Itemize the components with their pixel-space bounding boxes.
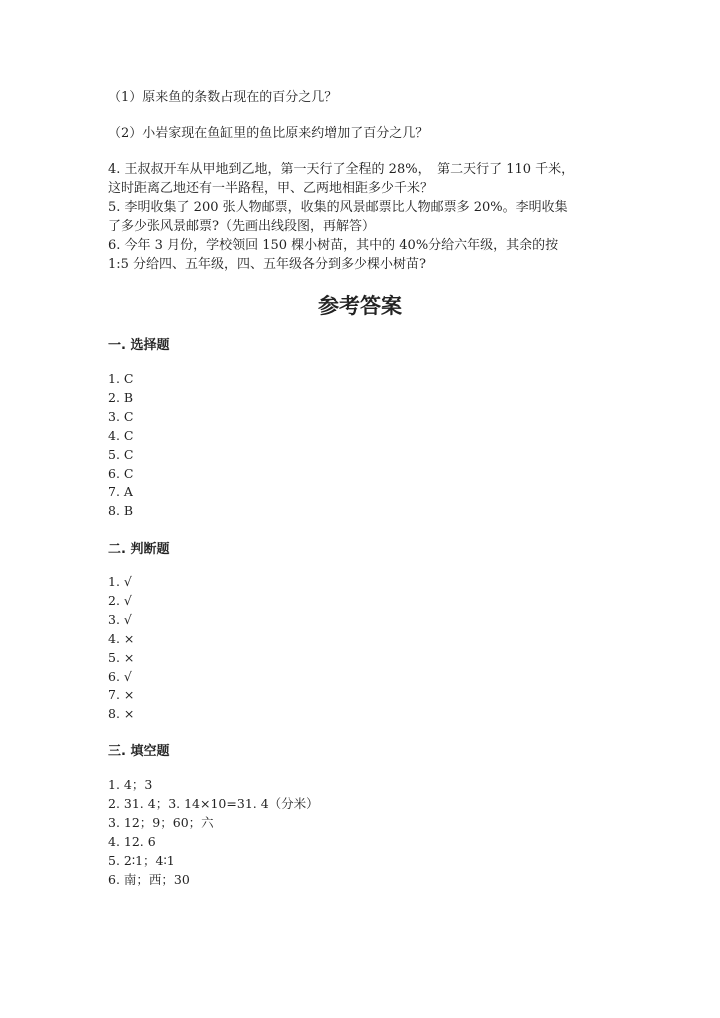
- answer-item: 5. C: [108, 446, 134, 462]
- answer-item: 5. 2∶1；4∶1: [108, 852, 175, 868]
- question-4-line-1: 4. 王叔叔开车从甲地到乙地，第一天行了全程的 28%， 第二天行了 110 千米，: [108, 162, 575, 177]
- answer-item: 1. √: [108, 574, 132, 589]
- answer-item: 2. 31. 4；3. 14×10=31. 4（分米）: [108, 795, 319, 811]
- answer-item: 8. ×: [108, 706, 135, 722]
- question-4-line-2: 这时距离乙地还有一半路程，甲、乙两地相距多少千米？: [108, 181, 434, 196]
- section-heading-fill-blank: 三. 填空题: [108, 744, 170, 759]
- answer-item: 8. B: [108, 503, 134, 519]
- answer-item: 2. √: [108, 592, 132, 608]
- answer-list-judgement: [108, 573, 134, 724]
- answer-list-choice: [108, 370, 133, 521]
- answer-item: 3. √: [108, 611, 132, 627]
- answer-item: 4. ×: [108, 630, 135, 646]
- answer-item: 1. 4；3: [108, 777, 153, 792]
- answer-item: 3. 12；9；60；六: [108, 814, 214, 830]
- answer-item: 4. 12. 6: [108, 833, 156, 849]
- answer-item: 6. 南；西；30: [108, 871, 190, 887]
- question-sub-1: （1）原来鱼的条数占现在的百分之几？: [108, 90, 338, 105]
- answer-list-fill-blank: [108, 776, 319, 889]
- answer-item: 5. ×: [108, 649, 135, 665]
- question-6-line-1: 6. 今年 3 月份，学校领回 150 棵小树苗，其中的 40%分给六年级，其余的按: [108, 238, 559, 253]
- answer-item: 2. B: [108, 389, 134, 405]
- answer-item: 7. A: [108, 484, 133, 500]
- answer-title: 参考答案: [318, 294, 402, 318]
- question-sub-2: （2）小岩家现在鱼缸里的鱼比原来约增加了百分之几？: [108, 126, 429, 141]
- answer-item: 4. C: [108, 427, 134, 443]
- answer-item: 6. √: [108, 668, 132, 684]
- question-5-line-2: 了多少张风景邮票?（先画出线段图，再解答）: [108, 219, 375, 234]
- answer-item: 3. C: [108, 408, 134, 424]
- answer-item: 6. C: [108, 465, 134, 481]
- section-heading-judgement: 二. 判断题: [108, 542, 170, 557]
- question-6-line-2: 1:5 分给四、五年级，四、五年级各分到多少棵小树苗?: [108, 257, 427, 272]
- answer-item: 1. C: [108, 371, 134, 386]
- question-5-line-1: 5. 李明收集了 200 张人物邮票，收集的风景邮票比人物邮票多 20%。李明收集: [108, 200, 568, 215]
- section-heading-choice: 一. 选择题: [108, 338, 170, 353]
- answer-item: 7. ×: [108, 687, 135, 703]
